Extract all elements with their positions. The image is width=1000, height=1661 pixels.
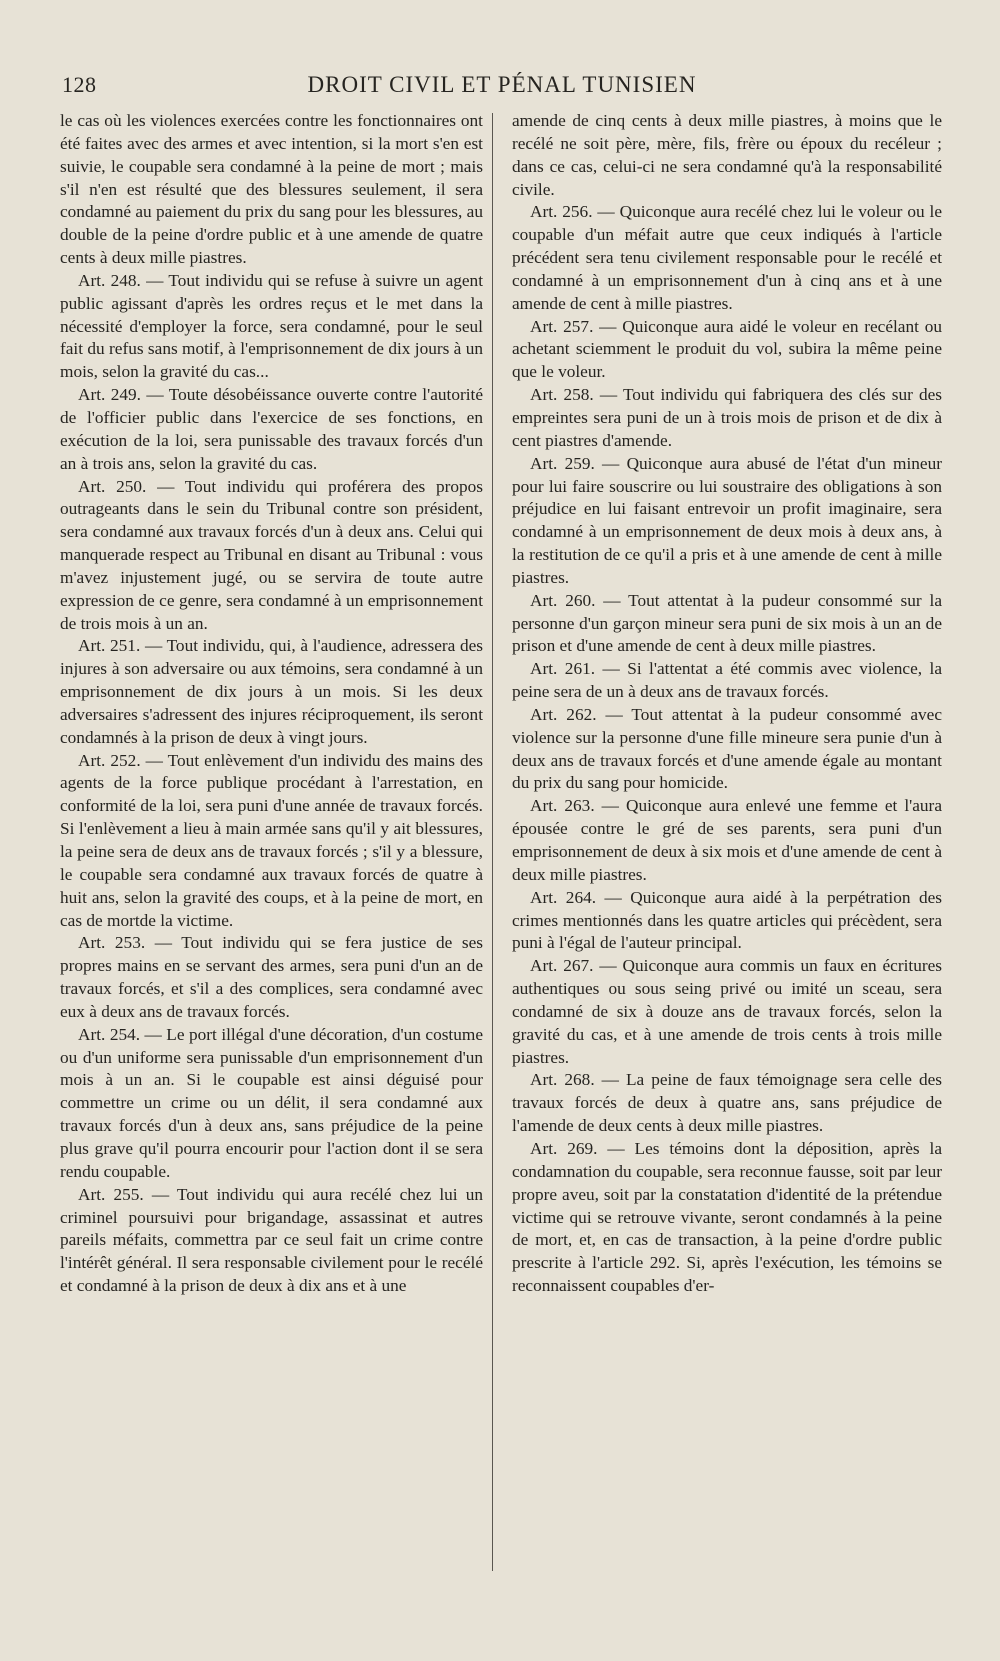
paragraph-continuation: le cas où les violences exercées contre les fonctionnaires ont été faites avec des armes et avec intention, si la mort s'en est suivie, le coupable sera condamné à la peine de mort ; mais s'il n'en est résulté que des blessures seulement, il sera condamné au paiement du prix du sang pour les blessures, au double de la peine d'ordre public et à une amende de quatre cents à deux mille piastres. xyxy=(60,111,483,268)
article-262: Art. 262. — Tout attentat à la pudeur consommé avec violence sur la personne d'une fille mineure sera punie d'un à deux ans de travaux forcés et d'une amende égale au montant du prix du sang pour homicide. xyxy=(512,704,942,793)
right-column xyxy=(512,110,942,1298)
article-251: Art. 251. — Tout individu, qui, à l'audience, adressera des injures à son adversaire ou aux témoins, sera condamné à un emprisonnement de dix jours à un mois. Si les deux adversaires s'adressent des injures réciproquement, ils seront condamnés à la prison de deux à vingt jours. xyxy=(60,636,483,747)
article-257: Art. 257. — Quiconque aura aidé le voleur en recélant ou achetant sciemment le produit du vol, subira la même peine que le voleur. xyxy=(512,316,942,382)
left-column xyxy=(60,110,483,1298)
article-250: Art. 250. — Tout individu qui proférera des propos outrageants dans le sein du Tribunal contre son président, sera condamné aux travaux forcés d'un à deux ans. Celui qui manquerade respect au Tribunal en disant au Tribunal : vous m'avez injustement jugé, ou se servira de toute autre expression de ce genre, sera condamné à un emprisonnement de trois mois à un an. xyxy=(60,476,483,633)
article-253: Art. 253. — Tout individu qui se fera justice de ses propres mains en se servant des armes, sera puni d'un an de travaux forcés, et s'il a des complices, sera condamné avec eux à deux ans de travaux forcés. xyxy=(60,933,483,1021)
article-254: Art. 254. — Le port illégal d'une décoration, d'un costume ou d'un uniforme sera punissable d'un emprisonnement d'un mois à un an. Si le coupable est ainsi déguisé pour commettre un crime ou un délit, il sera condamné aux travaux forcés d'un à deux ans, sans préjudice de la peine plus grave qu'il pourra encourir pour l'action dont il se sera rendu coupable. xyxy=(60,1024,483,1181)
column-divider xyxy=(492,113,493,1571)
article-268: Art. 268. — La peine de faux témoignage sera celle des travaux forcés de deux à quatre ans, sans préjudice de l'amende de deux cents à deux mille piastres. xyxy=(512,1070,942,1136)
article-260: Art. 260. — Tout attentat à la pudeur consommé sur la personne d'un garçon mineur sera puni de six mois à un an de prison et d'une amende de cent à deux mille piastres. xyxy=(512,590,942,656)
page-header xyxy=(62,72,942,102)
page-number: 128 xyxy=(62,72,97,97)
paragraph-continuation: amende de cinq cents à deux mille piastres, à moins que le recélé ne soit père, mère, fils, frère ou époux du recéleur ; dans ce cas, celui-ci ne sera condamné qu'à la responsabilité civile. xyxy=(512,111,942,199)
article-267: Art. 267. — Quiconque aura commis un faux en écritures authentiques ou sous seing privé ou imité un sceau, sera condamné de six à douze ans de travaux forcés, selon la gravité du cas, et à une amende de trois cents à trois mille piastres. xyxy=(512,956,942,1067)
article-261: Art. 261. — Si l'attentat a été commis avec violence, la peine sera de un à deux ans de travaux forcés. xyxy=(512,659,942,702)
article-256: Art. 256. — Quiconque aura recélé chez lui le voleur ou le coupable d'un méfait autre que ceux indiqués à l'article précédent sera tenu civilement responsable pour le recélé et condamné à un emprisonnement d'un à cinq ans et à une amende de cent à mille piastres. xyxy=(512,202,942,313)
article-263: Art. 263. — Quiconque aura enlevé une femme et l'aura épousée contre le gré de ses parents, sera puni d'un emprisonnement de deux à six mois et d'une amende de cent à deux mille piastres. xyxy=(512,796,942,884)
article-259: Art. 259. — Quiconque aura abusé de l'état d'un mineur pour lui faire souscrire ou lui soustraire des obligations à son préjudice en lui faisant entrevoir un profit imaginaire, sera condamné à un emprisonnement de deux mois à deux ans, à la restitution de ce qu'il a pris et à une amende de cent à mille piastres. xyxy=(512,453,942,587)
article-264: Art. 264. — Quiconque aura aidé à la perpétration des crimes mentionnés dans les quatre articles qui précèdent, sera puni à l'égal de l'auteur principal. xyxy=(512,887,942,953)
article-248: Art. 248. — Tout individu qui se refuse à suivre un agent public agissant d'après les ordres reçus et le met dans la nécessité d'employer la force, sera condamné, pour le seul fait du refus sans motif, à l'emprisonnement de dix jours à un mois, selon la gravité du cas... xyxy=(60,270,483,382)
article-258: Art. 258. — Tout individu qui fabriquera des clés sur des empreintes sera puni de un à trois mois de prison et de dix à cent piastres d'amende. xyxy=(512,385,942,450)
article-269: Art. 269. — Les témoins dont la déposition, après la condamnation du coupable, sera reconnue fausse, soit par leur propre aveu, soit par la constatation d'identité de la prétendue victime qui se retrouve vivante, seront condamnés à la peine de mort, et, en cas de transaction, à la peine d'ordre public prescrite à l'article 292. Si, après l'exécution, les témoins se reconnaissent coupables d'er- xyxy=(512,1138,942,1296)
article-249: Art. 249. — Toute désobéissance ouverte contre l'autorité de l'officier public dans l'exercice de ses fonctions, en exécution de la loi, sera punissable des travaux forcés d'un an à trois ans, selon la gravité du cas. xyxy=(60,385,483,473)
article-252: Art. 252. — Tout enlèvement d'un individu des mains des agents de la force publique procédant à l'arrestation, en conformité de la loi, sera puni d'une année de travaux forcés. Si l'enlèvement a lieu à main armée sans qu'il y ait blessures, la peine sera de deux ans de travaux forcés ; s'il y a blessure, le coupable sera condamné aux travaux forcés de quatre à huit ans, selon la gravité des coups, et à la peine de mort, en cas de mortde la victime. xyxy=(60,750,483,930)
running-title: DROIT CIVIL ET PÉNAL TUNISIEN xyxy=(307,72,697,97)
article-255: Art. 255. — Tout individu qui aura recélé chez lui un criminel poursuivi pour brigandage, assassinat et autres pareils méfaits, commettra par ce seul fait un crime contre l'intérêt général. Il sera responsable civilement pour le recélé et condamné à la prison de deux à dix ans et à une xyxy=(60,1184,483,1296)
